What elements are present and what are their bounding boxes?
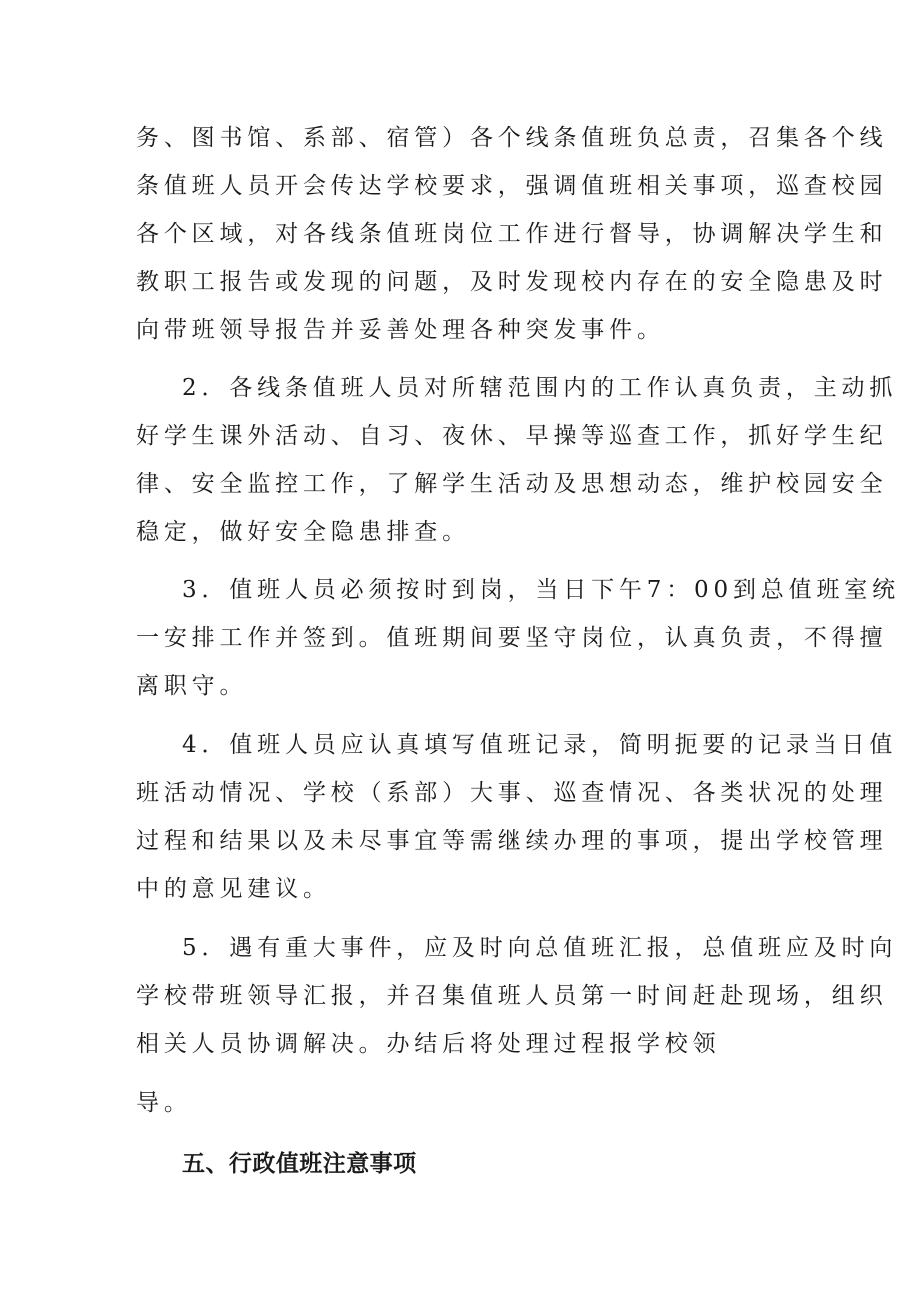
paragraph-3-line-1: 3．值班人员必须按时到岗，当日下午7：00到总值班室统 (182, 577, 900, 603)
paragraph-5-line-1: 5．遇有重大事件，应及时向总值班汇报，总值班应及时向 (182, 935, 898, 961)
paragraph-4-line-1: 4．值班人员应认真填写值班记录，简明扼要的记录当日值 (182, 732, 898, 758)
paragraph-2-line-2: 好学生课外活动、自习、夜休、早操等巡查工作，抓好学生纪 (136, 423, 888, 449)
paragraph-2-line-4: 稳定，做好安全隐患排查。 (136, 519, 470, 545)
paragraph-2-line-3: 律、安全监控工作，了解学生活动及思想动态，维护校园安全 (136, 471, 888, 497)
paragraph-1-line-1: 务、图书馆、系部、宿管）各个线条值班负总责，召集各个线 (136, 125, 888, 151)
paragraph-1-line-2: 条值班人员开会传达学校要求，强调值班相关事项，巡查校园 (136, 173, 888, 199)
paragraph-3-line-2: 一安排工作并签到。值班期间要坚守岗位，认真负责，不得擅 (136, 625, 888, 651)
paragraph-4-line-4: 中的意见建议。 (136, 876, 331, 902)
paragraph-4-line-2: 班活动情况、学校（系部）大事、巡查情况、各类状况的处理 (136, 780, 888, 806)
paragraph-1-line-4: 教职工报告或发现的问题，及时发现校内存在的安全隐患及时 (136, 269, 888, 295)
paragraph-3-line-3: 离职守。 (136, 673, 248, 699)
paragraph-5-line-3: 相关人员协调解决。办结后将处理过程报学校领 (136, 1031, 721, 1057)
paragraph-2-line-1: 2．各线条值班人员对所辖范围内的工作认真负责，主动抓 (182, 375, 898, 401)
paragraph-5-line-4: 导。 (136, 1090, 192, 1116)
section-heading: 五、行政值班注意事项 (182, 1151, 417, 1177)
paragraph-4-line-3: 过程和结果以及未尽事宜等需继续办理的事项，提出学校管理 (136, 828, 888, 854)
paragraph-5-line-2: 学校带班领导汇报，并召集值班人员第一时间赶赴现场，组织 (136, 983, 888, 1009)
paragraph-1-line-3: 各个区域，对各线条值班岗位工作进行督导，协调解决学生和 (136, 221, 888, 247)
paragraph-1-line-5: 向带班领导报告并妥善处理各种突发事件。 (136, 317, 665, 343)
